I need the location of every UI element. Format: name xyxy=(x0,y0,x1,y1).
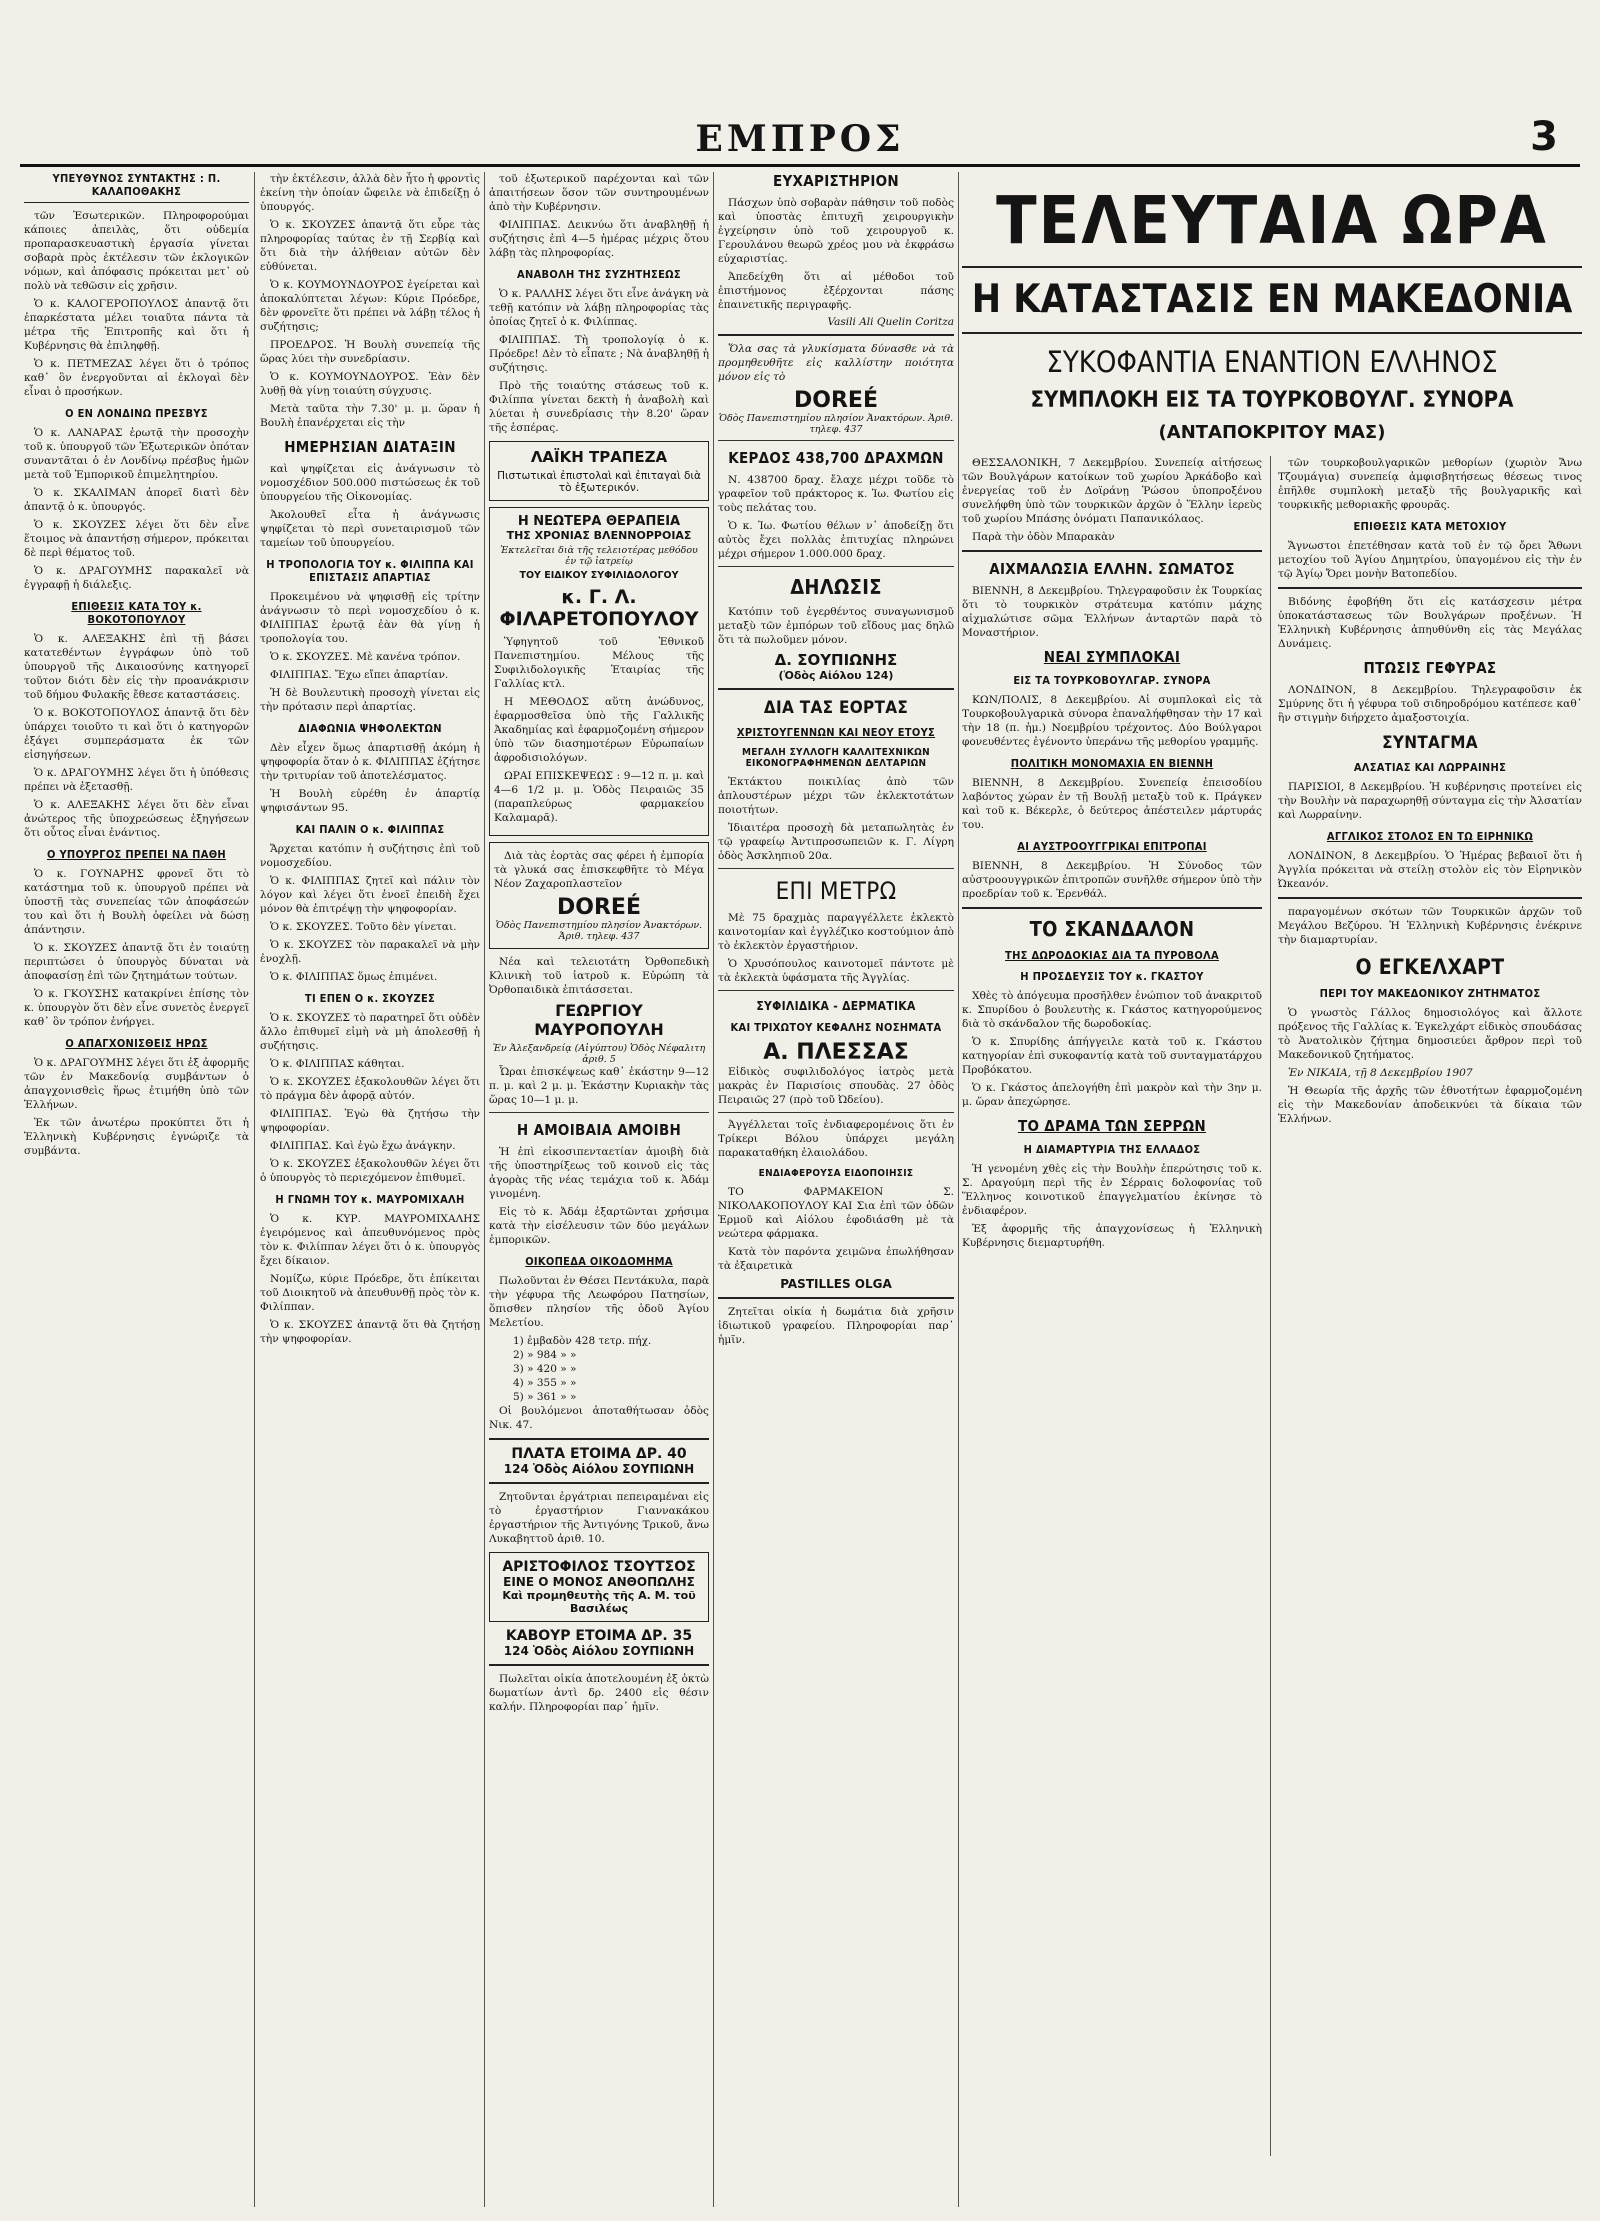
article-paragraph: τοῦ ἐξωτερικοῦ παρέχονται καὶ τῶν ἀπαιτήσεων ὅσον τῶν συντηρουμένων ἀπὸ τὴν Κυβέρνησιν. xyxy=(489,173,709,213)
section-heading: Ο ΥΠΟΥΡΓΟΣ ΠΡΕΠΕΙ ΝΑ ΠΑΘΗ xyxy=(46,848,227,861)
article-paragraph: Ὧραι ἐπισκέψεως καθ᾽ ἑκάστην 9—12 π. μ. καὶ 2 μ. μ. Ἑκάστην Κυριακὴν τὰς ὥρας 10—1 μ. μ. xyxy=(489,1066,709,1106)
lot-item: 1) ἐμβαδὸν 428 τετρ. πήχ. xyxy=(513,1335,652,1347)
rule xyxy=(962,332,1582,334)
advert-text: Καὶ προμηθευτὴς τῆς Α. Μ. τοῦ Βασιλέως xyxy=(502,1589,696,1615)
article-paragraph: Ὁ κ. Ἰω. Φωτίου θέλων ν᾽ ἀποδείξῃ ὅτι αὐτὸς ἔχει πολλὰς ἐπιτυχίας πληρώνει μέχρι σήμερον 1.000.000 δραχ. xyxy=(718,520,954,560)
rule xyxy=(718,868,954,869)
article-paragraph: ΘΕΣΣΑΛΟΝΙΚΗ, 7 Δεκεμβρίου. Συνεπείᾳ αἰτήσεως τῶν Βουλγάρων κατοίκων τοῦ χωρίου Ἀρκάδοβο καὶ ἐνεργείας τοῦ ἐν Δοϊράνῃ Ῥώσου ὑποπροξένου συνελήφθη ὑπὸ τῶν τουρκικῶν ἀρχῶν ὁ Ἕλλην ἱερεὺς τοῦ χωρίου Μπάσης ὀνόματι Παπανικόλαος. xyxy=(962,457,1262,525)
article-paragraph: Ὁ κ. ΣΚΟΥΖΕΣ ἀπαντᾷ ὅτι θὰ ζητήσῃ τὴν ψηφοφορίαν. xyxy=(260,1319,480,1345)
headline-macedonia: Η ΚΑΤΑΣΤΑΣΙΣ ΕΝ ΜΑΚΕΔΟΝΙΑ xyxy=(971,277,1573,322)
article-paragraph: Ὁ κ. ΚΟΥΜΟΥΝΔΟΥΡΟΣ. Ἐὰν δὲν λυθῇ θὰ γίνῃ τοιαύτη σύγχυσις. xyxy=(260,371,480,397)
article-paragraph: Ὁ κ. Γκάστος ἀπελογήθη ἐπὶ μακρὸν καὶ τὴν 3ην μ. μ. ὥραν ἀπεχώρησε. xyxy=(962,1082,1262,1108)
page-number: 3 xyxy=(1530,114,1558,160)
section-heading: ΠΤΩΣΙΣ ΓΕΦΥΡΑΣ xyxy=(1363,659,1497,677)
advert-subtitle: ΤΗΣ ΧΡΟΝΙΑΣ ΒΛΕΝΝΟΡΡΟΙΑΣ xyxy=(506,529,692,542)
article-paragraph: Ὁ κ. ΛΑΝΑΡΑΣ ἐρωτᾷ τὴν προσοχὴν τοῦ κ. ὑπουργοῦ τῶν Ἐξωτερικῶν ὁπόταν συναντᾶται ὁ ἐν Λονδίνῳ πρέσβυς ἡμῶν μετὰ τοῦ Ἐμπορικοῦ ἐπιμελητηρίου. xyxy=(24,427,249,481)
section-heading: Η ΠΡΟΣΔΕΥΣΙΣ ΤΟΥ κ. ΓΚΑΣΤΟΥ xyxy=(1020,970,1204,983)
florist-advert xyxy=(489,1552,709,1622)
subheadline: ΣΥΜΠΛΟΚΗ ΕΙΣ ΤΑ ΤΟΥΡΚΟΒΟΥΛΓ. ΣΥΝΟΡΑ xyxy=(1030,388,1514,413)
lot-list xyxy=(489,1334,709,1404)
section-heading: ΤΟ ΣΚΑΝΔΑΛΟΝ xyxy=(1029,917,1195,941)
rule xyxy=(962,266,1582,268)
article-paragraph: Ὁ κ. ΣΚΟΥΖΕΣ λέγει ὅτι δὲν εἶνε ἕτοιμος νὰ ἀπαντήσῃ σήμερον, πρόκειται δὲ περὶ θέματος τοῦ. xyxy=(24,519,249,559)
rule xyxy=(718,688,954,690)
article-paragraph: Μετὰ ταῦτα τὴν 7.30' μ. μ. ὥραν ἡ Βουλὴ ἐπανέρχεται εἰς τὴν xyxy=(260,403,480,429)
section-heading: ΣΥΦΙΛΙΔΙΚΑ - ΔΕΡΜΑΤΙΚΑ xyxy=(756,999,916,1013)
article-paragraph: ΛΟΝΔΙΝΟΝ, 8 Δεκεμβρίου. Τηλεγραφοῦσιν ἐκ Σμύρνης ὅτι ἡ γέφυρα τοῦ σιδηροδρόμου κατέπεσε καθ᾽ ἣν στιγμὴν διήρχετο ἀμαξοστοιχία. xyxy=(1278,684,1582,724)
advert-title: ΑΡΙΣΤΟΦΙΛΟΣ ΤΣΟΥΤΣΟΣ xyxy=(502,1559,696,1575)
article-paragraph: Οἱ βουλόμενοι ἀποταθήτωσαν ὁδὸς Νικ. 47. xyxy=(489,1405,709,1431)
article-paragraph: ΦΙΛΙΠΠΑΣ. Καὶ ἐγὼ ἔχω ἀνάγκην. xyxy=(270,1140,456,1152)
advert-address: Ὁδὸς Πανεπιστημίου πλησίον Ἀνακτόρων. Ἀριθ. τηλεφ. 437 xyxy=(718,413,954,435)
section-heading: ΔΗΛΩΣΙΣ xyxy=(790,575,882,599)
article-paragraph: Ὁ κ. ΔΡΑΓΟΥΜΗΣ λέγει ὅτι ἐξ ἀφορμῆς τῶν ἐν Μακεδονίᾳ συμβάντων ὁ ἀπαγχονισθεὶς ἥρως ἐτιμήθη ὑπὸ τῶν Ἑλλήνων. xyxy=(24,1057,249,1111)
article-paragraph: ΦΙΛΙΠΠΑΣ. Δεικνύω ὅτι ἀναβληθῇ ἡ συζήτησις ἐπὶ 4—5 ἡμέρας μέχρις ὅτου λάβῃ τὰς πληροφορίας. xyxy=(489,219,709,259)
clinic-advert xyxy=(489,507,709,836)
article-paragraph: Ἀγγέλλεται τοῖς ἐνδιαφερομένοις ὅτι ἐν Τρίκερι Βόλου ὑπάρχει μεγάλη παρακαταθήκη ἐλαιολάδου. xyxy=(718,1119,954,1159)
section-heading: ΤΗΣ ΔΩΡΟΔΟΚΙΑΣ ΔΙΑ ΤΑ ΠΥΡΟΒΟΛΑ xyxy=(1005,949,1219,962)
advert-text: Πιστωτικαὶ ἐπιστολαὶ καὶ ἐπιταγαὶ διὰ τὸ ἐξωτερικόν. xyxy=(497,470,701,494)
section-heading: ΔΙΑ ΤΑΣ ΕΟΡΤΑΣ xyxy=(763,698,909,718)
subheadline: ΣΥΚΟΦΑΝΤΙΑ ΕΝΑΝΤΙΟΝ ΕΛΛΗΝΟΣ xyxy=(1046,345,1498,379)
article-paragraph: Ὁ κ. ΔΡΑΓΟΥΜΗΣ λέγει ὅτι ἡ ὑπόθεσις πρέπει νὰ ἐξετασθῇ. xyxy=(24,767,249,793)
advert-address: Ἐν Ἀλεξανδρείᾳ (Αἰγύπτου) Ὁδὸς Νέφαλιτη ἀριθ. 5 xyxy=(492,1043,706,1065)
article-paragraph: Ὁ κ. ΔΡΑΓΟΥΜΗΣ παρακαλεῖ νὰ ἐγγραφῇ ἡ διάλεξις. xyxy=(24,565,249,591)
subcolumn-left xyxy=(962,456,1262,1254)
section-heading: ΑΙ ΑΥΣΤΡΟΟΥΓΓΡΙΚΑΙ ΕΠΙΤΡΟΠΑΙ xyxy=(1017,840,1207,853)
section-heading: ΕΠΙΘΕΣΙΣ ΚΑΤΑ ΜΕΤΟΧΙΟΥ xyxy=(1353,520,1507,533)
article-paragraph: τῶν Ἐσωτερικῶν. Πληροφορούμαι κάποιες ἀπειλὰς, ὅτι οὐδεμία προπαρασκευαστικὴ ἐργασία γίνεται σοβαρὰ πρὸς ἐκτέλεσιν τῶν ἐκλογικῶν νόμων, καὶ ἀπόφασις πρόκειται μετ᾽ οὐ πολὺ νὰ τεθῶσιν εἰς χρῆσιν. xyxy=(24,210,249,292)
section-heading: ΗΜΕΡΗΣΙΑΝ ΔΙΑΤΑΞΙΝ xyxy=(284,438,456,456)
section-heading: ΑΛΣΑΤΙΑΣ ΚΑΙ ΛΩΡΡΑΙΝΗΣ xyxy=(1353,761,1507,774)
article-paragraph: Ζητεῖται οἰκία ἡ δωμάτια διὰ χρῆσιν ἰδιωτικοῦ γραφείου. Πληροφορίαι παρ᾽ ἡμῖν. xyxy=(718,1306,954,1346)
section-heading: ΠΟΛΙΤΙΚΗ ΜΟΝΟΜΑΧΙΑ ΕΝ ΒΙΕΝΝΗ xyxy=(1010,757,1214,770)
article-paragraph: Ἀκολουθεῖ εἶτα ἡ ἀνάγνωσις ψηφίζεται τὸ περὶ συνεταιρισμοῦ τῶν ταμείων τοῦ ὑπουργείου. xyxy=(260,509,480,549)
advert-title: ΛΑΪΚΗ ΤΡΑΠΕΖΑ xyxy=(530,448,668,466)
article-paragraph: Ὁ κ. ΣΚΟΥΖΕΣ ἀπαντᾷ ὅτι ἐν τοιαύτῃ περιπτώσει ὁ ὑπουργὸς δύναται νὰ ἀποφασίσῃ ἐπὶ τῶν ζητημάτων τούτων. xyxy=(24,942,249,982)
article-paragraph: Χθὲς τὸ ἀπόγευμα προσῆλθεν ἐνώπιον τοῦ ἀνακριτοῦ κ. Σπυρίδου ὁ βουλευτὴς κ. Γκάστος κατηγορούμενος διὰ τὸ σκάνδαλον τῆς δωροδοκίας. xyxy=(962,990,1262,1030)
article-paragraph: Παρὰ τὴν ὁδὸν Μπαρακὰν xyxy=(972,531,1115,543)
rule xyxy=(962,550,1262,552)
article-paragraph: Προκειμένου νὰ ψηφισθῇ εἰς τρίτην ἀνάγνωσιν τὸ περὶ νομοσχεδίου ὁ κ. ΦΙΛΙΠΠΑΣ ἐρωτᾷ ἐὰν θὰ γίνῃ ἡ τροπολογία του. xyxy=(260,591,480,645)
rule xyxy=(718,566,954,567)
article-paragraph: καὶ ψηφίζεται εἰς ἀνάγνωσιν τὸ νομοσχέδιον 500.000 πιστώσεως ἐκ τοῦ ὑπουργείου τῆς Οἰκονομίας. xyxy=(260,463,480,503)
signature: Vasili Ali Quelin Coritza xyxy=(827,316,954,328)
advert-shop-name: DOREÉ xyxy=(794,388,878,413)
article-paragraph: ΠΡΟΕΔΡΟΣ. Ἡ Βουλὴ συνεπείᾳ τῆς ὥρας λύει τὴν συνεδρίασιν. xyxy=(260,339,480,365)
advert-text: Διὰ τὰς ἑορτὰς σας φέρει ἡ ἐμπορία τὰ γλυκά σας ἐπισκεφθῆτε τὸ Μέγα Νέον Ζαχαροπλαστεῖον xyxy=(494,850,704,890)
article-paragraph: Ἰδιαιτέρα προσοχὴ δὰ μεταπωλητὰς ἐν τῷ γραφείῳ Ἀντιπροσωπειῶν κ. Γ. Λίγρη ὁδὸς Ἀσκληπιοῦ 20α. xyxy=(718,822,954,862)
advert-shop-name: Δ. ΣΟΥΠΙΩΝΗΣ xyxy=(774,651,898,669)
section-heading: ΕΥΧΑΡΙΣΤΗΡΙΟΝ xyxy=(772,172,900,190)
section-heading: Η ΓΝΩΜΗ ΤΟΥ κ. ΜΑΥΡΟΜΙΧΑΛΗ xyxy=(275,1193,465,1206)
article-paragraph: Ἡ ἐπὶ εἰκοσιπενταετίαν ἀμοιβὴ διὰ τῆς ὑποστηρίξεως τοῦ κοινοῦ εἰς τὰς ἀγορὰς τῆς νέας τεμάχια τοῦ κ. Ἀδάμ γινομένη. xyxy=(489,1146,709,1200)
article-paragraph: Ὁ κ. ΣΚΟΥΖΕΣ τὸ παρατηρεῖ ὅτι οὐδὲν ἄλλο ἐπιθυμεῖ εἰμὴ νὰ μὴ ἀπολεσθῇ ἡ συζήτησις. xyxy=(260,1012,480,1052)
column-4 xyxy=(718,172,954,2212)
article-paragraph: Ὅλα σας τὰ γλυκίσματα δύνασθε νὰ τὰ προμηθευθῆτε εἰς καλλίστην ποιότητα μόνον εἰς τὸ xyxy=(718,343,954,383)
lot-item: 3) » 420 » » xyxy=(513,1363,577,1375)
article-paragraph: Ἐκτάκτου ποικιλίας ἀπὸ τῶν ἁπλουστέρων μέχρι τῶν ἐκλεκτοτάτων ποιοτήτων. xyxy=(718,776,954,816)
article-paragraph: Μὲ 75 δραχμὰς παραγγέλλετε ἐκλεκτὸ καινοτομίαν καὶ ἐγγλέζικο κοστούμιον ἀπὸ τὸ ἐκλεκτὸν ἐργαστήριον. xyxy=(718,912,954,952)
section-heading: ΧΡΙΣΤΟΥΓΕΝΝΩΝ ΚΑΙ ΝΕΟΥ ΕΤΟΥΣ xyxy=(736,726,936,739)
section-heading: ΕΠΙΘΕΣΙΣ ΚΑΤΑ ΤΟΥ κ. ΒΟΚΟΤΟΠΟΥΛΟΥ xyxy=(71,600,202,626)
masthead xyxy=(0,108,1600,168)
article-paragraph: ΤΟ ΦΑΡΜΑΚΕΙΟΝ Σ. ΝΙΚΟΛΑΚΟΠΟΥΛΟΥ ΚΑΙ Σια ἐπὶ τῶν ὁδῶν Ἑρμοῦ καὶ Αἰόλου ἐφοδιάσθη μὲ τὰ νεώτερα φάρμακα. xyxy=(718,1186,954,1240)
article-paragraph: Ν. 438700 δραχ. ἔλαχε μέχρι τοῦδε τὸ γραφεῖον τοῦ πράκτορος κ. Ἰω. Φωτίου εἰς τοὺς πελάτας του. xyxy=(718,474,954,514)
article-paragraph: Ἡ Θεωρία τῆς ἀρχῆς τῶν ἐθνοτήτων ἐφαρμοζομένη εἰς τὴν Μακεδονίαν ἀποδεικνύει τὰ δίκαια τῶν Ἑλλήνων. xyxy=(1278,1085,1582,1125)
article-paragraph: Νέα καὶ τελειοτάτη Ὀρθοπεδικὴ Κλινικὴ τοῦ ἰατροῦ κ. Εὐρώπη τὰ Ὀρθοπαιδικὰ ἐπιτάσσεται. xyxy=(489,956,709,996)
advert-text: Ἐκτελεῖται διὰ τῆς τελειοτέρας μεθόδου ἐν τῷ ἰατρείῳ xyxy=(500,545,698,567)
article-paragraph: ΚΩΝ/ΠΟΛΙΣ, 8 Δεκεμβρίου. Αἱ συμπλοκαὶ εἰς τὰ Τουρκοβουλγαρικὰ σύνορα ἐπαναλήφθησαν τὴν 17 καὶ τὴν 18 (π. ἡμ.) Νοεμβρίου τρέχοντος. Δύο Βούλγαροι φονευθέντες ἐγένοντο ὑπεράνω τῆς μεθορίου γραμμῆς. xyxy=(962,694,1262,748)
section-heading: ΕΝΔΙΑΦΕΡΟΥΣΑ ΕΙΔΟΠΟΙΗΣΙΣ xyxy=(758,1168,914,1179)
section-heading: Ο ΕΝ ΛΟΝΔΙΝΩ ΠΡΕΣΒΥΣ xyxy=(65,407,208,420)
column-divider xyxy=(254,172,255,2207)
article-paragraph: Ἄρχεται κατόπιν ἡ συζήτησις ἐπὶ τοῦ νομοσχεδίου. xyxy=(260,843,480,869)
article-paragraph: Ὁ κ. Σπυρίδης ἀπήγγειλε κατὰ τοῦ κ. Γκάστου κατηγορίαν ἐπὶ συκοφαντίᾳ κατὰ τοῦ συνταγματάρχου Προβόκατου. xyxy=(962,1036,1262,1076)
advert-address: Ὁδὸς Πανεπιστημίου πλησίον Ἀνακτόρων. Ἀριθ. τηλεφ. 437 xyxy=(495,920,703,942)
lot-item: 4) » 355 » » xyxy=(513,1377,577,1389)
masthead-rule xyxy=(20,164,1580,167)
advert-doctor-name: Α. ΠΛΕΣΣΑΣ xyxy=(763,1040,909,1065)
column-1 xyxy=(24,172,249,2212)
section-heading: ΝΕΑΙ ΣΥΜΠΛΟΚΑΙ xyxy=(1043,648,1181,666)
article-paragraph: Πάσχων ὑπὸ σοβαρὰν πάθησιν τοῦ ποδὸς καὶ ὑποστὰς ἐπιτυχῆ χειρουργικὴν ἐγχείρησιν ὑπὸ τοῦ χειρουργοῦ κ. Γερουλάνου θεωρῶ χρέος μου νὰ ἐκφράσω εὐχαριστίας. xyxy=(718,197,954,265)
article-paragraph: Ὁ κ. ΦΙΛΙΠΠΑΣ κάθηται. xyxy=(270,1058,405,1070)
article-paragraph: Ὁ κ. ΣΚΟΥΖΕΣ τὸν παρακαλεῖ νὰ μὴν ἐνοχλῇ. xyxy=(260,939,480,965)
correspondent-note: (ΑΝΤΑΠΟΚΡΙΤΟΥ ΜΑΣ) xyxy=(1158,422,1386,443)
section-heading: ΤΙ ΕΠΕΝ Ο κ. ΣΚΟΥΖΕΣ xyxy=(304,992,436,1005)
section-heading: ΑΙΧΜΑΛΩΣΙΑ ΕΛΛΗΝ. ΣΩΜΑΤΟΣ xyxy=(989,560,1235,578)
advert-title: ΚΑΒΟΥΡ ΕΤΟΙΜΑ ΔΡ. 35 xyxy=(505,1628,693,1644)
article-paragraph: Ὁ κ. ΦΙΛΙΠΠΑΣ ὅμως ἐπιμένει. xyxy=(270,971,438,983)
section-heading: ΑΓΓΛΙΚΟΣ ΣΤΟΛΟΣ ΕΝ ΤΩ ΕΙΡΗΝΙΚΩ xyxy=(1326,830,1534,843)
section-heading: ΚΕΡΔΟΣ 438,700 ΔΡΑΧΜΩΝ xyxy=(728,449,944,467)
article-paragraph: Ἡ δὲ Βουλευτικὴ προσοχὴ γίνεται εἰς τὴν πρότασιν περὶ ἀπαρτίας. xyxy=(260,687,480,713)
article-paragraph: ΦΙΛΙΠΠΑΣ. Τὴ τροπολογίᾳ ὁ κ. Πρόεδρε! Δὲν τὸ εἶπατε ; Νὰ ἀναβληθῇ ἡ συζήτησις. xyxy=(489,334,709,374)
section-heading: ΤΟ ΔΡΑΜΑ ΤΩΝ ΣΕΡΡΩΝ xyxy=(1017,1117,1207,1135)
rule xyxy=(718,1297,954,1299)
section-heading: ΕΠΙ ΜΕΤΡΩ xyxy=(775,877,897,905)
article-paragraph: Ὁ κ. ΚΑΛΟΓΕΡΟΠΟΥΛΟΣ ἀπαντᾷ ὅτι ἐπαρκέστατα μέλει τοιαῦτα πάντα τὰ μέτρα τῆς Ἐπιτροπῆς καὶ ὅτι ἡ Κυβέρνησις θὰ ἐπιληφθῇ. xyxy=(24,298,249,352)
section-heading: ΠΕΡΙ ΤΟΥ ΜΑΚΕΔΟΝΙΚΟΥ ΖΗΤΗΜΑΤΟΣ xyxy=(1319,987,1541,1000)
column-divider xyxy=(958,172,959,2207)
article-paragraph: Ὁ γνωστὸς Γάλλος δημοσιολόγος καὶ ἄλλοτε πρόξενος τῆς Γαλλίας κ. Ἐγκελχάρτ εἰδικὸς σπουδάσας τὸ Ἀνατολικὸν ζήτημα δημοσιεύει ἄρθρον περὶ τοῦ Μακεδονικοῦ ζητήματος. xyxy=(1278,1007,1582,1061)
article-paragraph: Κατόπιν τοῦ ἐγερθέντος συναγωνισμοῦ μεταξὺ τῶν ἐμπόρων τοῦ εἴδους μας δηλῶ ὅτι τὰ πωλοῦμεν μόνον. xyxy=(718,606,954,646)
article-paragraph: ΛΟΝΔΙΝΟΝ, 8 Δεκεμβρίου. Ὁ Ἡμέρας βεβαιοῖ ὅτι ἡ Ἀγγλία πρόκειται νὰ στείλῃ στολὸν εἰς τὸν Εἰρηνικὸν Ὠκεανόν. xyxy=(1278,850,1582,890)
editor-line: ΥΠΕΥΘΥΝΟΣ ΣΥΝΤΑΚΤΗΣ : Π. ΚΑΛΑΠΟΘΑΚΗΣ xyxy=(24,172,249,203)
article-paragraph: Ὁ Χρυσόπουλος καινοτομεῖ πάντοτε μὲ τὰ ἐκλεκτὰ ὑφάσματα τῆς Ἀγγλίας. xyxy=(718,958,954,984)
article-paragraph: Δὲν εἶχεν ὅμως ἀπαρτισθῇ ἀκόμη ἡ ψηφοφορία ὅταν ὁ κ. ΦΙΛΙΠΠΑΣ ἐζήτησε τὴν τριτυρίαν τοῦ ἀποτελέσματος. xyxy=(260,742,480,782)
section-heading: Η ΑΜΟΙΒΑΙΑ ΑΜΟΙΒΗ xyxy=(516,1121,682,1139)
article-paragraph: Ὁ κ. ΒΟΚΟΤΟΠΟΥΛΟΣ ἀπαντᾷ ὅτι δὲν ὑπάρχει τοιοῦτο τι καὶ ὅτι ὁ κατηγορῶν ἐξάγει συμπεράσματα ἐκ τῶν εἰσηγήσεων. xyxy=(24,707,249,761)
article-paragraph: Ὁ κ. ΣΚΟΥΖΕΣ ἐξακολουθῶν λέγει ὅτι τὸ πράγμα δὲν ἀφορᾷ αὐτόν. xyxy=(260,1076,480,1102)
subcolumn-right xyxy=(1278,456,1582,1130)
rule xyxy=(718,1112,954,1113)
newspaper-title: ΕΜΠΡΟΣ xyxy=(695,118,905,160)
rule xyxy=(489,1438,709,1440)
headline-last-hour: ΤΕΛΕΥΤΑΙΑ ΩΡΑ xyxy=(996,182,1548,259)
rule xyxy=(718,440,954,441)
advert-shop-name: DOREÉ xyxy=(557,895,641,920)
article-paragraph: Ὁ κ. ΚΥΡ. ΜΑΥΡΟΜΙΧΑΛΗΣ ἐγειρόμενος καὶ ἀπευθυνόμενος πρὸς τὸν κ. Φιλίππαν λέγει ὅτι ὁ κ. ὑπουργὸς ἔχει δίκαιον. xyxy=(260,1213,480,1267)
column-divider xyxy=(484,172,485,2207)
article-paragraph: Ἐν ΝΙΚΑΙΑ, τῇ 8 Δεκεμβρίου 1907 xyxy=(1288,1067,1473,1079)
article-paragraph: τὴν ἐκτέλεσιν, ἀλλὰ δὲν ἦτο ἡ φροντὶς ἐκείνη τὴν ὁποίαν ὤφειλε νὰ ἐπιδείξῃ ὁ ὑπουργός. xyxy=(260,173,480,213)
article-paragraph: Νομίζω, κύριε Πρόεδρε, ὅτι ἐπίκειται τοῦ Διοικητοῦ νὰ ἀπευθυνθῇ πρὸς τὸν κ. Φιλίππαν. xyxy=(260,1273,480,1313)
section-heading: ΑΝΑΒΟΛΗ ΤΗΣ ΣΥΖΗΤΗΣΕΩΣ xyxy=(517,268,681,281)
article-paragraph: Ὁ κ. ΣΚΑΛΙΜΑΝ ἀπορεῖ διατὶ δὲν ἀπαντᾷ ὁ κ. ὑπουργός. xyxy=(24,487,249,513)
article-paragraph: Ἄγνωστοι ἐπετέθησαν κατὰ τοῦ ἐν τῷ ὄρει Ἄθωνι μετοχίου τοῦ Ἁγίου Δημητρίου, ὑπαγομένου εἰς τὴν ἐν τῷ Ἁγίῳ Ὄρει μονὴν Βατοπεδίου. xyxy=(1278,540,1582,580)
advert-hours: ΩΡΑΙ ΕΠΙΣΚΕΨΕΩΣ : 9—12 π. μ. καὶ 4—6 1/2 μ. μ. Ὁδὸς Πειραιῶς 35 (παραπλεύρως φαρμακείου Καλαμαρᾶ). xyxy=(494,770,704,824)
article-paragraph: Κατὰ τὸν παρόντα χειμῶνα ἐπωλήθησαν τὰ ἐξαιρετικὰ xyxy=(718,1246,954,1272)
lot-item: 2) » 984 » » xyxy=(513,1349,577,1361)
rule xyxy=(1278,897,1582,899)
article-paragraph: Πωλεῖται οἰκία ἀποτελουμένη ἐξ ὀκτὼ δωματίων ἀντὶ δρ. 2400 εἰς θέσιν καλήν. Πληροφορίαι παρ᾽ ἡμῖν. xyxy=(489,1673,709,1713)
advert-title: ΠΛΑΤΑ ΕΤΟΙΜΑ ΔΡ. 40 xyxy=(511,1446,687,1462)
article-paragraph: Ὁ κ. ΑΛΕΞΑΚΗΣ λέγει ὅτι δὲν εἶναι ἀνώτερος τῆς ὑποχρεώσεως ἐξηγήσεων ὅτι οὗτος εἶναι ἐνάντιος. xyxy=(24,799,249,839)
article-paragraph: Βιδόνης ἐφοβήθη ὅτι εἰς κατάσχεσιν μέτρα ὑποκατάστασεως τῶν Βουλγάρων προξένων. Ἡ Ἑλληνικὴ Κυβέρνησις ἀπηυθύνθη εἰς τὰς Μεγάλας Δυνάμεις. xyxy=(1278,596,1582,650)
article-paragraph: ΒΙΕΝΝΗ, 8 Δεκεμβρίου. Τηλεγραφοῦσιν ἐκ Τουρκίας ὅτι τὸ τουρκικὸν στράτευμα κατόπιν μάχης αἰχμαλώτισε σῶμα Ἑλλήνων ἀνταρτῶν παρὰ τὸ Μοναστήριον. xyxy=(962,585,1262,639)
rule xyxy=(489,1482,709,1484)
rule xyxy=(1278,587,1582,589)
article-paragraph: Εἰδικὸς συφιλιδολόγος ἰατρὸς μετὰ μακρὰς ἐν Παρισίοις σπουδὰς. 27 ὁδὸς Πειραιῶς 27 (πρὸ τοῦ Ὠδείου). xyxy=(718,1066,954,1106)
article-paragraph: ΠΑΡΙΣΙΟΙ, 8 Δεκεμβρίου. Ἡ κυβέρνησις προτείνει εἰς τὴν Βουλὴν νὰ παραχωρηθῇ σύνταγμα εἰς τὴν Ἀλσατίαν καὶ Λωρραίνην. xyxy=(1278,781,1582,821)
article-paragraph: Ἡ Βουλὴ εὑρέθη ἐν ἀπαρτίᾳ ψηφισάντων 95. xyxy=(260,788,480,814)
advert-text: Ὑφηγητοῦ τοῦ Ἐθνικοῦ Πανεπιστημίου. Μέλους τῆς Συφιλιδολογικῆς Ἑταιρίας τῆς Γαλλίας κτλ. xyxy=(494,636,704,690)
advert-address: 124 Ὁδὸς Αἰόλου ΣΟΥΠΙΩΝΗ xyxy=(503,1644,695,1658)
section-heading: ΚΑΙ ΤΡΙΧΩΤΟΥ ΚΕΦΑΛΗΣ ΝΟΣΗΜΑΤΑ xyxy=(730,1021,942,1034)
article-paragraph: Ὁ κ. ΣΚΟΥΖΕΣ. Μὲ κανένα τρόπον. xyxy=(270,651,461,663)
section-heading: Η ΤΡΟΠΟΛΟΓΙΑ ΤΟΥ κ. ΦΙΛΙΠΠΑ ΚΑΙ ΕΠΙΣΤΑΣΙΣ ΑΠΑΡΤΙΑΣ xyxy=(266,558,474,584)
wide-subcolumns xyxy=(962,456,1582,2156)
article-paragraph: ΒΙΕΝΝΗ, 8 Δεκεμβρίου. Ἡ Σύνοδος τῶν αὐστροουγγρικῶν ἐπιτροπῶν συνῆλθε σήμερον ὑπὸ τὴν προεδρίαν τοῦ κ. Ἐρενθάλ. xyxy=(962,860,1262,900)
article-paragraph: Ὁ κ. ΓΟΥΝΑΡΗΣ φρονεῖ ὅτι τὸ κατάστημα τοῦ κ. ὑπουργοῦ πρέπει νὰ ὑποστῇ τὰς συνεπείας τῶν ἀποφάσεών του καὶ ὅτι ἡ Βουλὴ ὀφείλει νὰ δώσῃ ἀπάντησιν. xyxy=(24,868,249,936)
column-divider xyxy=(713,172,714,2207)
article-paragraph: ΦΙΛΙΠΠΑΣ. Ἔχω εἴπει ἀπαρτίαν. xyxy=(270,669,449,681)
advert-subtitle: ΤΟΥ ΕΙΔΙΚΟΥ ΣΥΦΙΛΙΔΟΛΟΓΟΥ xyxy=(519,570,679,581)
section-heading: ΟΙΚΟΠΕΔΑ ΟΙΚΟΔΟΜΗΜΑ xyxy=(525,1255,673,1268)
section-heading: ΔΙΑΦΩΝΙΑ ΨΗΦΟΛΕΚΤΩΝ xyxy=(298,722,442,735)
article-paragraph: Ἀπεδείχθη ὅτι αἱ μέθοδοι τοῦ ἐπιστήμονος ἐξέρχονται πάσης ἐπαινετικῆς περιγραφῆς. xyxy=(718,271,954,311)
section-heading: ΣΥΝΤΑΓΜΑ xyxy=(1382,733,1478,753)
column-5 xyxy=(962,172,1582,2212)
advert-title: Η ΝΕΩΤΕΡΑ ΘΕΡΑΠΕΙΑ xyxy=(517,514,681,529)
article-paragraph: Ὁ κ. ΡΑΛΛΗΣ λέγει ὅτι εἶνε ἀνάγκη νὰ τεθῇ κατόπιν νὰ λάβῃ πληροφορίας τὰς ὁποίας ζητεῖ ὁ κ. Φιλίππας. xyxy=(489,288,709,328)
rule xyxy=(489,1112,709,1113)
article-paragraph: Ἐξ ἀφορμῆς τῆς ἀπαγχονίσεως ἡ Ἑλληνικὴ Κυβέρνησις διεμαρτυρήθη. xyxy=(962,1223,1262,1249)
rule xyxy=(489,1664,709,1666)
advert-doctor-name: ΓΕΩΡΓΙΟΥ ΜΑΥΡΟΠΟΥΛΗ xyxy=(534,1001,664,1039)
rule xyxy=(718,334,954,336)
advert-doctor-name: κ. Γ. Λ. ΦΙΛΑΡΕΤΟΠΟΥΛΟΥ xyxy=(499,586,699,630)
article-paragraph: Εἰς τὸ κ. Ἀδάμ ἐξαρτῶνται χρήσιμα κατὰ τὴν εἰσέλευσιν τῶν δύο μεγάλων ἐμπορικῶν. xyxy=(489,1206,709,1246)
column-divider xyxy=(1270,456,1271,2156)
article-paragraph: Πωλοῦνται ἐν Θέσει Πεντάκυλα, παρὰ τὴν γέφυρα τῆς Λεωφόρου Πατησίων, ὅπισθεν πλησίον τῆς ὁδοῦ Ἀγίου Μελετίου. xyxy=(489,1275,709,1329)
bank-advert xyxy=(489,441,709,501)
article-paragraph: Ὁ κ. ΑΛΕΞΑΚΗΣ ἐπὶ τῇ βάσει κατατεθέντων ἐγγράφων ὑπὸ τοῦ ὑπουργοῦ τῆς Δικαιοσύνης κατηγορεῖ τοῦτον διότι δὲν εἰς τὴν προανάκρισιν τοῦ δήμου Φυλακῆς ἔθεσε καταστάσεις. xyxy=(24,633,249,701)
section-heading: ΕΙΣ ΤΑ ΤΟΥΡΚΟΒΟΥΛΓΑΡ. ΣΥΝΟΡΑ xyxy=(1013,674,1211,687)
section-heading: ΚΑΙ ΠΑΛΙΝ Ο κ. ΦΙΛΙΠΠΑΣ xyxy=(295,823,445,836)
article-paragraph: Ζητοῦνται ἐργάτριαι πεπειραμέναι εἰς τὸ ἐργαστήριον Γιαννακάκου ἐργαστήριον τῆς Ἀντιγόνης Τρικοῦ, ἄνω Λυκαβηττοῦ ἀριθ. 10. xyxy=(489,1491,709,1545)
advert-text: Η ΜΕΘΟΔΟΣ αὕτη ἀνώδυνος, ἐφαρμοσθεῖσα ὑπὸ τῆς Γαλλικῆς Ἀκαδημίας καὶ ἐφαρμοζομένη σήμερον ὑπὸ τῶν διασημοτέρων Εὐρωπαίων ἀφροδισιολόγων. xyxy=(494,696,704,764)
section-heading: Ο ΑΠΑΓΧΟΝΙΣΘΕΙΣ ΗΡΩΣ xyxy=(65,1037,208,1050)
lot-item: 5) » 361 » » xyxy=(513,1391,577,1403)
article-paragraph: παραγομένων σκότων τῶν Τουρκικῶν ἀρχῶν τοῦ Μεγάλου Βεζύρου. Ἡ Ἑλληνικὴ Κυβέρνησις ἐνέκρινε τὴν διαμαρτυρίαν. xyxy=(1278,906,1582,946)
rule xyxy=(962,907,1262,909)
article-paragraph: Ὁ κ. ΚΟΥΜΟΥΝΔΟΥΡΟΣ ἐγείρεται καὶ ἀποκαλύπτεται λέγων: Κύριε Πρόεδρε, δὲν φρονεῖτε ὅτι πρέπει νὰ λάβῃ τέλος ἡ συζήτησις; xyxy=(260,279,480,333)
article-paragraph: ΦΙΛΙΠΠΑΣ. Ἐγὼ θὰ ζητήσω τὴν ψηφοφορίαν. xyxy=(260,1108,480,1134)
section-heading: ΜΕΓΑΛΗ ΣΥΛΛΟΓΗ ΚΑΛΛΙΤΕΧΝΙΚΩΝ ΕΙΚΟΝΟΓΡΑΦΗΜΕΝΩΝ ΔΕΛΤΑΡΙΩΝ xyxy=(742,747,930,769)
product-name: PASTILLES OLGA xyxy=(780,1277,892,1291)
advert-address: (Ὁδὸς Αἰόλου 124) xyxy=(778,669,894,682)
advert-address: 124 Ὁδὸς Αἰόλου ΣΟΥΠΙΩΝΗ xyxy=(503,1462,695,1476)
article-paragraph: τῶν τουρκοβουλγαρικῶν μεθορίων (χωριὸν Ἄνω Τζουμάγια) συνεπείᾳ ἀμφισβητήσεως θέσεως τινος ἐπῆλθε συμπλοκὴ μεταξὺ τῆς βουλγαρικῆς καὶ τουρκικῆς μεθοριακῆς φρουρᾶς. xyxy=(1278,457,1582,511)
article-paragraph: Πρὸ τῆς τοιαύτης στάσεως τοῦ κ. Φιλίππα γίνεται δεκτὴ ἡ ἀναβολὴ καὶ λύεται ἡ συνεδρίασις τὴν 8.20' ὥραν τῆς ἑσπέρας. xyxy=(489,380,709,434)
article-paragraph: Ὁ κ. ΣΚΟΥΖΕΣ ἐξακολουθῶν λέγει ὅτι ὁ ὑπουργὸς τὸ περιεχόμενον ἐπιθυμεῖ. xyxy=(260,1158,480,1184)
article-paragraph: Ὁ κ. ΣΚΟΥΖΕΣ. Τοῦτο δὲν γίνεται. xyxy=(270,921,457,933)
article-paragraph: Ὁ κ. ΦΙΛΙΠΠΑΣ ζητεῖ καὶ πάλιν τὸν λόγον καὶ λέγει ὅτι ἐνοεῖ ἐπειδὴ ἔχει μόνον θὰ ἐπιτρέψῃ τὴν ψηφοφορίαν. xyxy=(260,875,480,915)
confectionery-advert xyxy=(489,842,709,949)
article-paragraph: Ὁ κ. ΓΚΟΥΣΗΣ κατακρίνει ἐπίσης τὸν κ. ὑπουργὸν ὅτι δὲν εἶνε συνετὸς ἐνεργεῖ καθ᾽ ὃν τρόπον ἐνήργει. xyxy=(24,988,249,1028)
column-3 xyxy=(489,172,709,2212)
article-paragraph: Ὁ κ. ΠΕΤΜΕΖΑΣ λέγει ὅτι ὁ τρόπος καθ᾽ ὃν ἐνεργοῦνται αἱ ἐκλογαὶ δὲν εἶναι ὁ προσήκων. xyxy=(24,358,249,398)
article-paragraph: ΒΙΕΝΝΗ, 8 Δεκεμβρίου. Συνεπείᾳ ἐπεισοδίου λαβόντος χώραν ἐν τῇ Βουλῇ μεταξὺ τοῦ κ. Πράγκεν καὶ τοῦ κ. Βέκερλε, ὁ δεύτερος ἀπέστειλεν μάρτυράς του. xyxy=(962,777,1262,831)
article-paragraph: Ὁ κ. ΣΚΟΥΖΕΣ ἀπαντᾷ ὅτι εὗρε τὰς πληροφορίας ταύτας ἐν τῇ Σερβίᾳ καὶ ὅτι διὰ τὴν ἀλήθειαν αὐτῶν δὲν εὐθύνεται. xyxy=(260,219,480,273)
section-heading: Ο ΕΓΚΕΛΧΑΡΤ xyxy=(1355,955,1505,979)
advert-subtitle: ΕΙΝΕ Ο ΜΟΝΟΣ ΑΝΘΟΠΩΛΗΣ xyxy=(503,1575,695,1589)
article-paragraph: Ἡ γενομένη χθὲς εἰς τὴν Βουλὴν ἐπερώτησις τοῦ κ. Σ. Δραγούμη περὶ τῆς ἐν Σέρραις δολοφονίας τοῦ Ἕλληνος κοινοτικοῦ ἐπαγγελματίου ἐκίνησε τὸ ἐνδιαφέρον. xyxy=(962,1163,1262,1217)
section-heading: Η ΔΙΑΜΑΡΤΥΡΙΑ ΤΗΣ ΕΛΛΑΔΟΣ xyxy=(1023,1143,1201,1156)
article-paragraph: Ἐκ τῶν ἀνωτέρω προκύπτει ὅτι ἡ Ἑλληνικὴ Κυβέρνησις ἐγνώριζε τὰ συμβάντα. xyxy=(24,1117,249,1157)
column-2 xyxy=(260,172,480,2212)
rule xyxy=(718,990,954,991)
